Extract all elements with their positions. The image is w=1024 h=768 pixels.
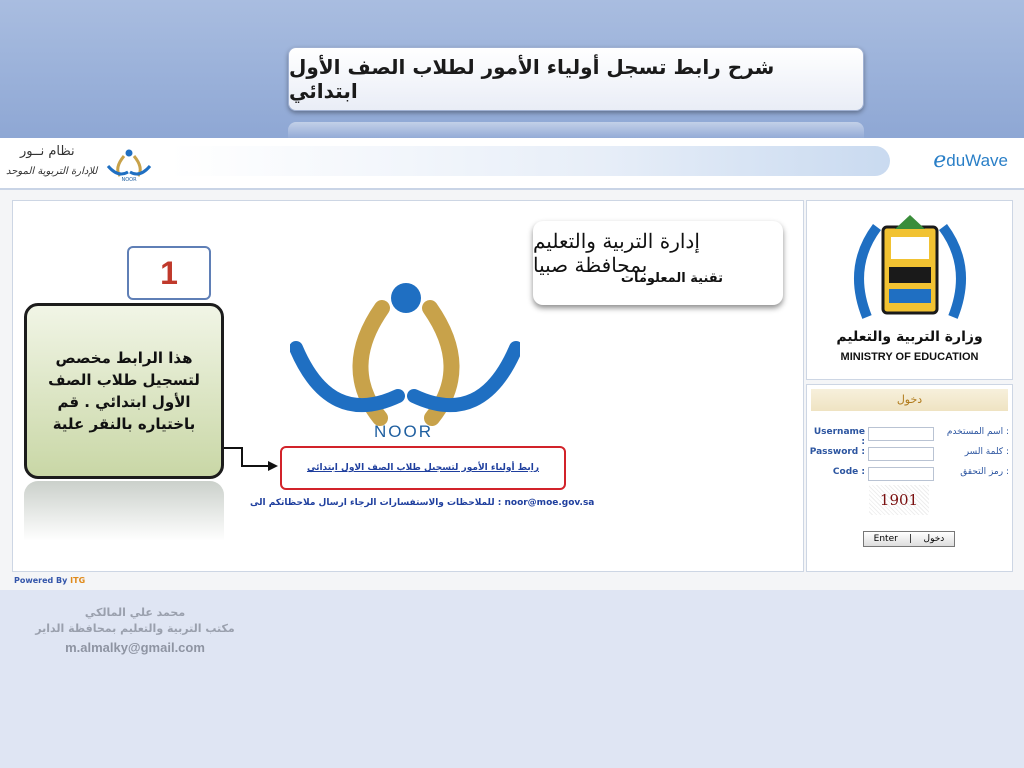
username-label-en: Username : — [813, 427, 865, 447]
ministry-name-ar: وزارة التربية والتعليم — [836, 329, 983, 345]
slide-credits — [30, 605, 240, 656]
office-sign-line1: إدارة التربية والتعليم بمحافظة صبيا — [533, 229, 700, 277]
callout-text: هذا الرابط مخصص لتسجيل طلاب الصف الأول ابتدائي . قم باختياره بالنقر علية — [48, 349, 200, 433]
office-sign-line2: تقنية المعلومات — [620, 271, 723, 286]
captcha-image: 1901 — [869, 485, 929, 515]
password-label-en: Password : — [809, 447, 865, 457]
enter-label-ar: دخول — [923, 534, 945, 544]
system-name: نظام نــور — [20, 144, 75, 159]
mini-logo-caption: NOOR — [121, 177, 137, 182]
enter-label-en: Enter — [873, 534, 898, 544]
eduwave-e: e — [933, 148, 947, 173]
username-label-ar: اسم المستخدم : — [946, 427, 1009, 437]
slide-title: شرح رابط تسجل أولياء الأمور لطلاب الصف الأول ابتدائي — [289, 55, 775, 103]
parent-link-text[interactable]: رابط أولياء الأمور لتسجيل طلاب الصف الاول ابتدائي — [306, 463, 540, 473]
step-number: 1 — [160, 254, 178, 291]
credits-office: مكتب التربية والتعليم بمحافظة الداير — [35, 622, 235, 635]
eduwave-rest: duWave — [946, 150, 1008, 170]
credits-name: محمد علي المالكي — [84, 606, 186, 619]
powered-by-text: Powered By — [14, 576, 68, 585]
login-enter-button[interactable]: Enter | دخول — [863, 531, 955, 547]
login-header: دخول — [811, 389, 1008, 411]
contact-text: للملاحظات والاستفسارات الرجاء ارسال ملاحظاتكم الى : noor@moe.gov.sa — [250, 498, 595, 508]
system-subtitle: للإدارة التربوية الموحد — [6, 166, 98, 177]
code-label-en: Code : — [832, 467, 865, 477]
credits-email: m.almalky@gmail.com — [65, 640, 205, 655]
code-label-ar: رمز التحقق : — [960, 467, 1009, 477]
noor-logo-text: NOOR — [374, 422, 433, 441]
powered-by-brand: ITG — [70, 576, 86, 585]
ministry-name-en: MINISTRY OF EDUCATION — [840, 351, 979, 363]
password-label-ar: كلمة السر : — [964, 447, 1009, 457]
